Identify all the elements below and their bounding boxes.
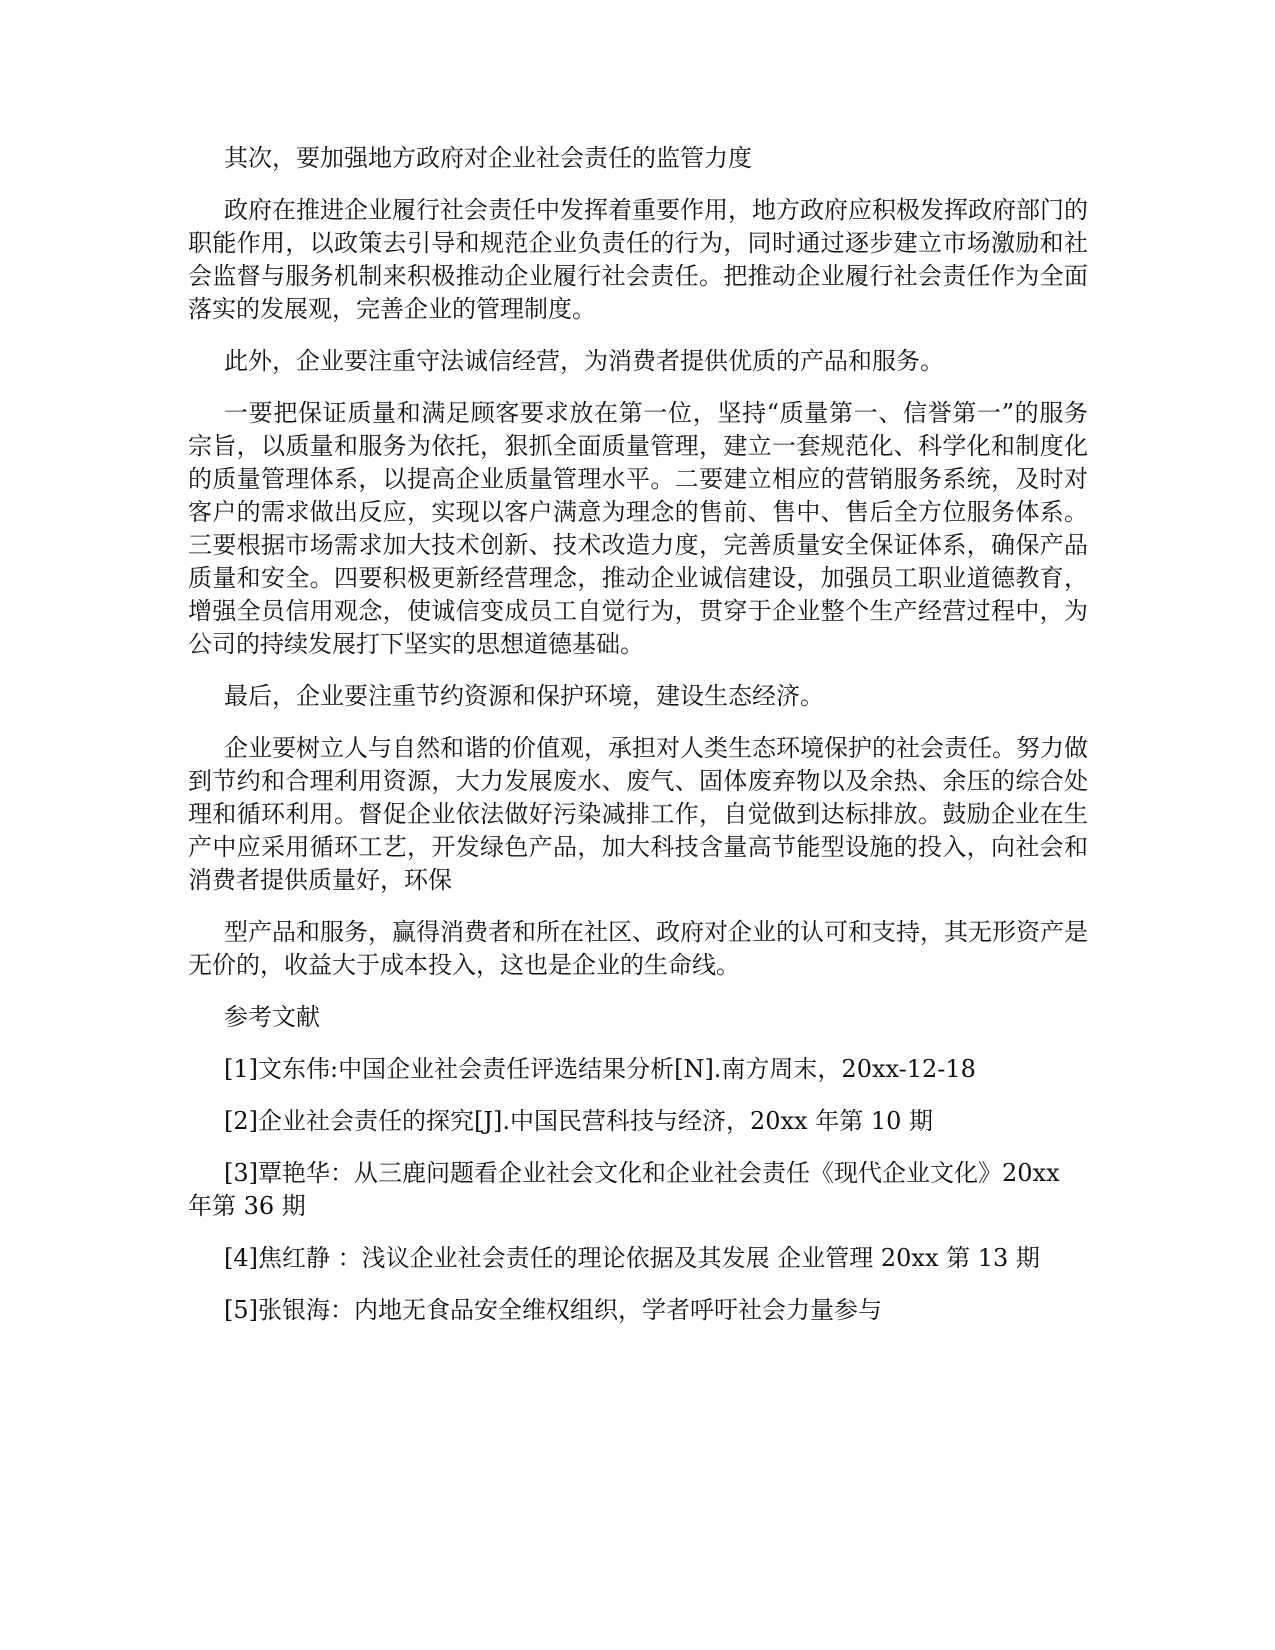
references-heading: 参考文献 <box>224 1003 320 1031</box>
reference-item-3: [3]覃艳华：从三鹿问题看企业社会文化和企业社会责任《现代企业文化》20xx 年第 36 期 <box>188 1159 1060 1220</box>
reference-item-5: [5]张银海：内地无食品安全维权组织，学者呼吁社会力量参与 <box>224 1296 882 1324</box>
paragraph-environment-values: 企业要树立人与自然和谐的价值观，承担对人类生态环境保护的社会责任。努力做到节约和合理利用资源，大力发展废水、废气、固体废弃物以及余热、余压的综合处理和循环利用。督促企业依法做好污染减排工作，自觉做到达标排放。鼓励企业在生产中应采用循环工艺，开发绿色产品，加大科技含量高节能型设施的投入，向社会和消费者提供质量好，环保 <box>188 734 1088 894</box>
paragraph-quality-measures: 一要把保证质量和满足顾客要求放在第一位，坚持“质量第一、信誉第一”的服务宗旨，以质量和服务为依托，狠抓全面质量管理，建立一套规范化、科学化和制度化的质量管理体系，以提高企业质量管理水平。二要建立相应的营销服务系统，及时对客户的需求做出反应，实现以客户满意为理念的售前、售中、售后全方位服务体系。三要根据市场需求加大技术创新、技术改造力度，完善质量安全保证体系，确保产品质量和安全。四要积极更新经营理念，推动企业诚信建设，加强员工职业道德教育，增强全员信用观念，使诚信变成员工自觉行为，贯穿于企业整个生产经营过程中，为公司的持续发展打下坚实的思想道德基础。 <box>188 399 1088 658</box>
paragraph-gov-role: 政府在推进企业履行社会责任中发挥着重要作用，地方政府应积极发挥政府部门的职能作用，以政策去引导和规范企业负责任的行为，同时通过逐步建立市场激励和社会监督与服务机制来积极推动企业履行社会责任。把推动企业履行社会责任作为全面落实的发展观，完善企业的管理制度。 <box>188 196 1088 323</box>
reference-item-4: [4]焦红静 ：浅议企业社会责任的理论依据及其发展 企业管理 20xx 第 13 期 <box>224 1244 1040 1272</box>
reference-item-1: [1]文东伟:中国企业社会责任评选结果分析[N].南方周末，20xx-12-18 <box>224 1055 976 1083</box>
reference-item-2: [2]企业社会责任的探究[J].中国民营科技与经济，20xx 年第 10 期 <box>224 1107 934 1135</box>
document-page <box>188 142 1088 1346</box>
paragraph-integrity-heading: 此外，企业要注重守法诚信经营，为消费者提供优质的产品和服务。 <box>224 347 944 375</box>
paragraph-environment-continued: 型产品和服务，赢得消费者和所在社区、政府对企业的认可和支持，其无形资产是无价的，收益大于成本投入，这也是企业的生命线。 <box>188 918 1088 979</box>
paragraph-environment-heading: 最后，企业要注重节约资源和保护环境，建设生态经济。 <box>224 682 824 710</box>
paragraph-gov-supervision-heading: 其次，要加强地方政府对企业社会责任的监管力度 <box>224 144 752 172</box>
